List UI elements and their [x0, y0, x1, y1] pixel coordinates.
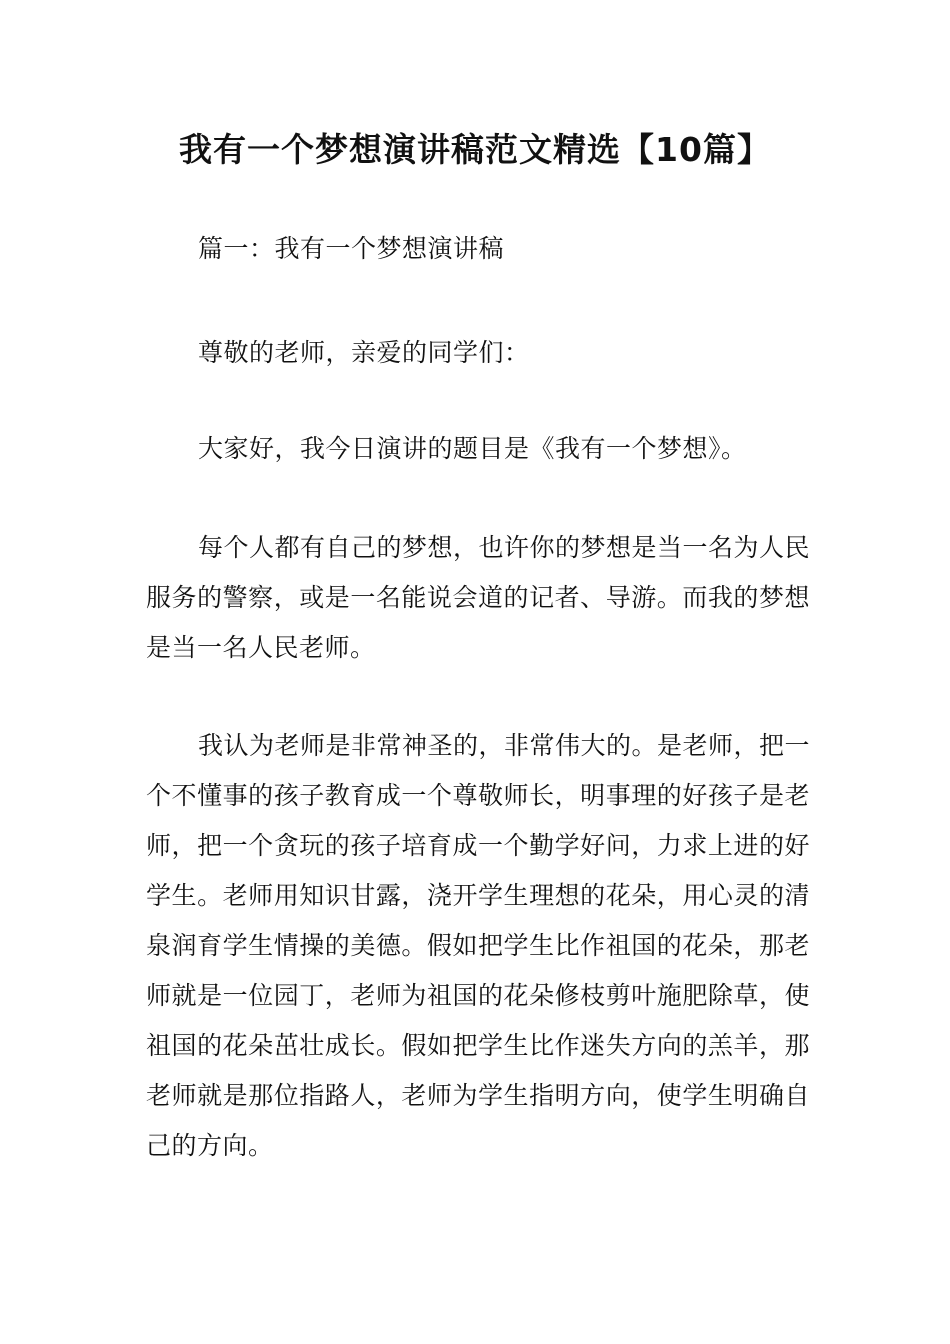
- teacher-paragraph: 我认为老师是非常神圣的，非常伟大的。是老师，把一个不懂事的孩子教育成一个尊敬师长，明事理的好孩子是老师，把一个贪玩的孩子培育成一个勤学好问，力求上进的好学生。老师用知识甘露，浇开学生理想的花朵，用心灵的清泉润育学生情操的美德。假如把学生比作祖国的花朵，那老师就是一位园丁，老师为祖国的花朵修枝剪叶施肥除草，使祖国的花朵茁壮成长。假如把学生比作迷失方向的羔羊，那老师就是那位指路人，老师为学生指明方向，使学生明确自己的方向。: [146, 731, 811, 1160]
- dream-paragraph: 每个人都有自己的梦想，也许你的梦想是当一名为人民服务的警察，或是一名能说会道的记者、导游。而我的梦想是当一名人民老师。: [146, 533, 811, 662]
- document-title: 我有一个梦想演讲稿范文精选【10篇】: [179, 130, 771, 169]
- intro-paragraph: 大家好，我今日演讲的题目是《我有一个梦想》。: [198, 434, 747, 463]
- greeting-paragraph: 尊敬的老师，亲爱的同学们：: [198, 338, 530, 367]
- section-heading: 篇一：我有一个梦想演讲稿: [198, 234, 505, 263]
